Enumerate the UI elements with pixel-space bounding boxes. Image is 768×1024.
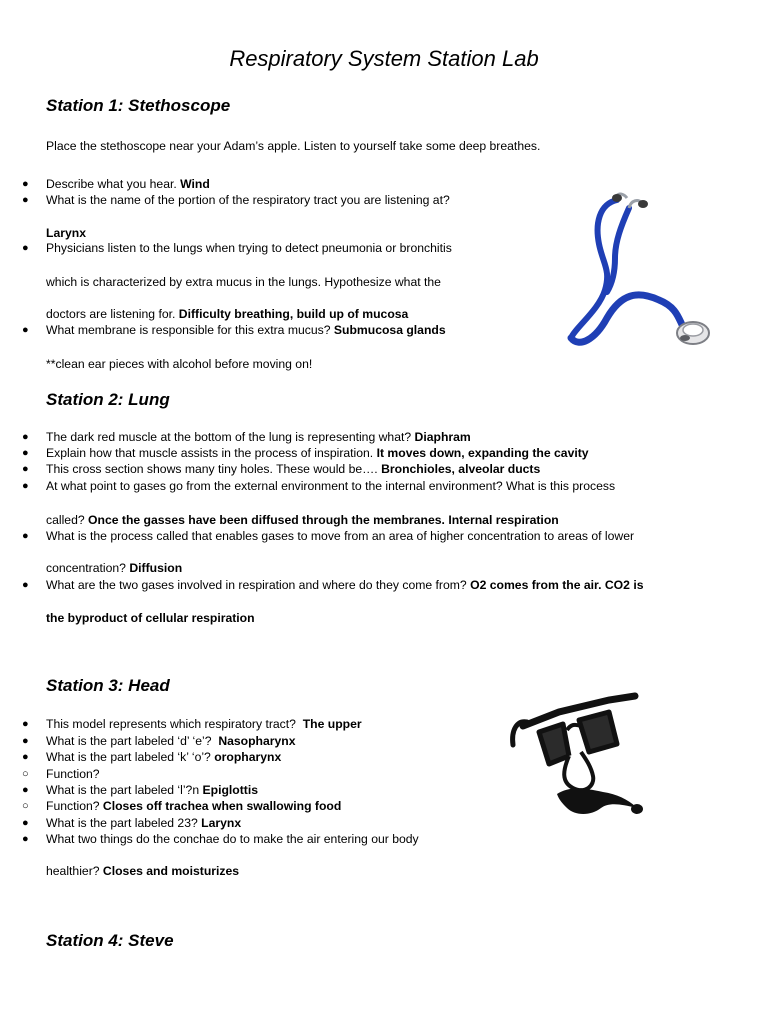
answer-text: O2 comes from the air. CO2 is [470,578,644,592]
answer-text: oropharynx [214,750,282,764]
page-title: Respiratory System Station Lab [229,46,539,71]
answer-text: Submucosa glands [333,323,446,337]
bullet: ● [22,579,29,591]
answer-text: It moves down, expanding the cavity [376,446,589,460]
hollow-bullet: ○ [22,768,29,780]
question-line [46,750,281,765]
answer-text: Difficulty breathing, build up of mucosa [178,307,409,321]
question-line [46,177,210,192]
bullet: ● [22,431,29,443]
question-line [46,446,589,461]
question-text: Function? [46,799,100,813]
question-text: What is the part labeled ‘k’ ‘o’? [46,750,211,764]
question-line [46,578,644,593]
question-line [46,816,241,831]
answer-text: Nasopharynx [218,734,296,748]
station-4-heading: Station 4: Steve [46,931,174,950]
answer-text: Once the gasses have been diffused through the membranes. Internal respiration [88,513,559,527]
answer-text: the byproduct of cellular respiration [46,611,255,625]
question-line [46,462,540,477]
question-text: called? [46,513,85,527]
bullet: ● [22,817,29,829]
question-text: healthier? [46,864,100,878]
question-line [46,430,471,445]
answer-text: Larynx [201,816,242,830]
question-line [46,864,239,879]
answer-text: Diffusion [129,561,183,575]
question-text: This cross section shows many tiny holes. These would be…. [46,462,378,476]
question-text: What two things do the conchae do to make the air entering our body [46,832,419,846]
question-text: which is characterized by extra mucus in the lungs. Hypothesize what the [46,275,441,289]
answer-text: The upper [302,717,362,731]
question-line [46,734,296,749]
bullet: ● [22,784,29,796]
question-text: What is the part labeled ‘l’?n [46,783,200,797]
bullet: ● [22,718,29,730]
question-text: This model represents which respiratory tract? [46,717,296,731]
bullet: ● [22,324,29,336]
question-line [46,717,362,732]
question-text: What membrane is responsible for this extra mucus? [46,323,331,337]
question-text: What are the two gases involved in respiration and where do they come from? [46,578,467,592]
answer-text: Closes and moisturizes [102,864,240,878]
station-1-intro: Place the stethoscope near your Adam’s apple. Listen to yourself take some deep breathes. [46,139,541,153]
stethoscope-icon [555,178,740,358]
bullet: ● [22,463,29,475]
question-line [46,307,408,322]
station-1-heading: Station 1: Stethoscope [46,96,231,115]
note-text: **clean ear pieces with alcohol before moving on! [46,357,313,371]
question-line [46,513,559,528]
question-text: At what point to gases go from the external environment to the internal environment? What is this process [46,479,616,493]
question-text: Function? [46,767,100,781]
bullet: ● [22,751,29,763]
question-text: Explain how that muscle assists in the process of inspiration. [46,446,374,460]
bullet: ● [22,833,29,845]
question-line [46,323,446,338]
question-line [46,799,341,814]
answer-text: Wind [180,177,210,191]
question-text: concentration? [46,561,126,575]
station-2-heading: Station 2: Lung [46,390,170,409]
bullet: ● [22,480,29,492]
answer-text: Bronchioles, alveolar ducts [381,462,541,476]
question-text: The dark red muscle at the bottom of the lung is representing what? [46,430,412,444]
answer-text: Larynx [46,226,86,240]
question-text: What is the part labeled ‘d’ ‘e’? [46,734,212,748]
bullet: ● [22,194,29,206]
answer-text: Diaphram [414,430,471,444]
question-text: Describe what you hear. [46,177,177,191]
bullet: ● [22,735,29,747]
bullet: ● [22,530,29,542]
answer-text: Epiglottis [202,783,259,797]
bullet: ● [22,178,29,190]
question-text: doctors are listening for. [46,307,176,321]
station-3-heading: Station 3: Head [46,676,170,695]
disguise-glasses-icon [505,690,650,825]
question-text: What is the part labeled 23? [46,816,198,830]
answer-text: Closes off trachea when swallowing food [102,799,342,813]
question-text: What is the process called that enables gases to move from an area of higher concentration to areas of lower [46,529,635,543]
hollow-bullet: ○ [22,800,29,812]
bullet: ● [22,447,29,459]
bullet: ● [22,242,29,254]
question-text: What is the name of the portion of the respiratory tract you are listening at? [46,193,450,207]
question-line [46,561,182,576]
question-text: Physicians listen to the lungs when trying to detect pneumonia or bronchitis [46,241,452,255]
question-line [46,783,258,798]
